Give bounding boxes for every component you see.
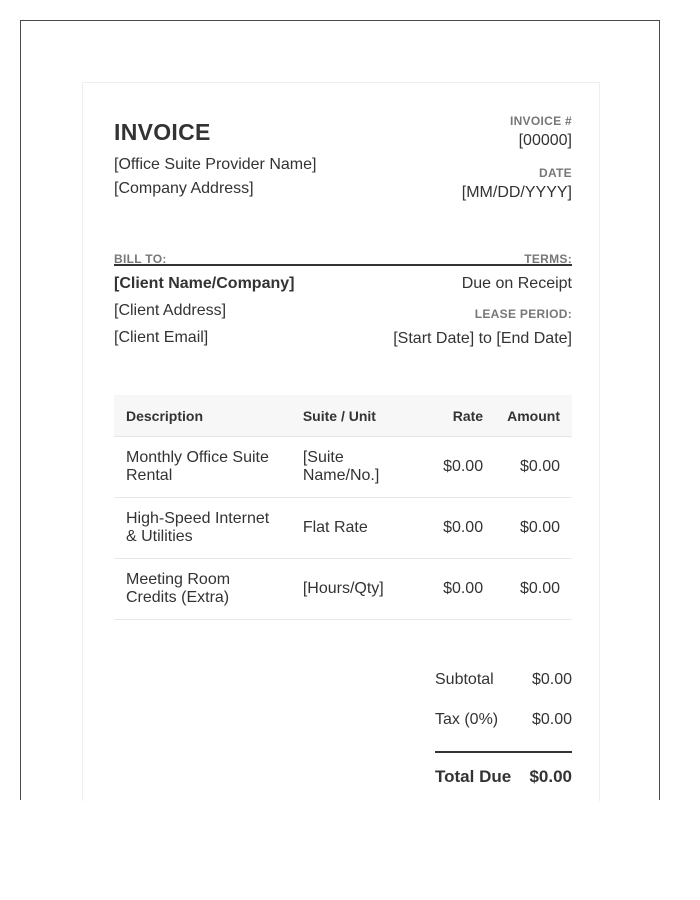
client-name: [Client Name/Company] xyxy=(114,275,295,292)
totals-section xyxy=(435,665,572,801)
table-header-row xyxy=(114,395,572,437)
tax-label: Tax (0%) xyxy=(435,711,499,728)
column-header-amount: Amount xyxy=(495,395,572,437)
terms-block xyxy=(393,252,572,348)
row-unit: Flat Rate xyxy=(291,498,418,559)
bill-to-label: BILL TO: xyxy=(114,252,167,266)
tax-value: $0.00 xyxy=(531,711,572,728)
row-description: Monthly Office Suite Rental xyxy=(114,437,291,498)
subtotal-value: $0.00 xyxy=(531,671,572,688)
table-row xyxy=(114,498,572,559)
row-amount: $0.00 xyxy=(495,437,572,498)
row-amount: $0.00 xyxy=(495,498,572,559)
invoice-header xyxy=(114,114,572,229)
row-description: Meeting Room Credits (Extra) xyxy=(114,559,291,620)
document-page xyxy=(20,20,660,800)
row-rate: $0.00 xyxy=(418,437,495,498)
line-items-table xyxy=(114,395,572,620)
provider-name: [Office Suite Provider Name] xyxy=(114,156,317,173)
bill-to-section xyxy=(114,252,572,362)
client-block xyxy=(114,252,294,347)
row-amount: $0.00 xyxy=(495,559,572,620)
client-address: [Client Address] xyxy=(114,302,227,319)
client-email: [Client Email] xyxy=(114,329,209,346)
lease-period-value: [Start Date] to [End Date] xyxy=(393,330,572,347)
date-block xyxy=(462,166,572,202)
provider-block xyxy=(114,153,316,201)
table-row xyxy=(114,559,572,620)
row-rate: $0.00 xyxy=(418,559,495,620)
total-due-value: $0.00 xyxy=(529,767,572,786)
column-header-unit: Suite / Unit xyxy=(291,395,418,437)
row-unit: [Hours/Qty] xyxy=(291,559,418,620)
terms-label: TERMS: xyxy=(524,252,572,266)
invoice-card xyxy=(82,82,600,801)
tax-row xyxy=(435,705,572,745)
total-due-label: Total Due xyxy=(435,767,512,786)
total-due-row xyxy=(435,761,572,801)
subtotal-label: Subtotal xyxy=(435,671,494,688)
row-unit: [Suite Name/No.] xyxy=(291,437,418,498)
invoice-title: INVOICE xyxy=(114,119,211,145)
totals-divider xyxy=(435,751,572,753)
column-header-description: Description xyxy=(114,395,291,437)
invoice-number: [00000] xyxy=(518,132,572,149)
lease-period-label: LEASE PERIOD: xyxy=(474,307,572,321)
invoice-number-block xyxy=(510,114,572,150)
date-label: DATE xyxy=(539,166,572,180)
row-description: High-Speed Internet & Utilities xyxy=(114,498,291,559)
invoice-date: [MM/DD/YYYY] xyxy=(461,184,572,201)
table-row xyxy=(114,437,572,498)
invoice-number-label: INVOICE # xyxy=(509,114,572,128)
company-address: [Company Address] xyxy=(114,180,254,197)
row-rate: $0.00 xyxy=(418,498,495,559)
column-header-rate: Rate xyxy=(418,395,495,437)
terms-value: Due on Receipt xyxy=(461,275,572,292)
subtotal-row xyxy=(435,665,572,705)
